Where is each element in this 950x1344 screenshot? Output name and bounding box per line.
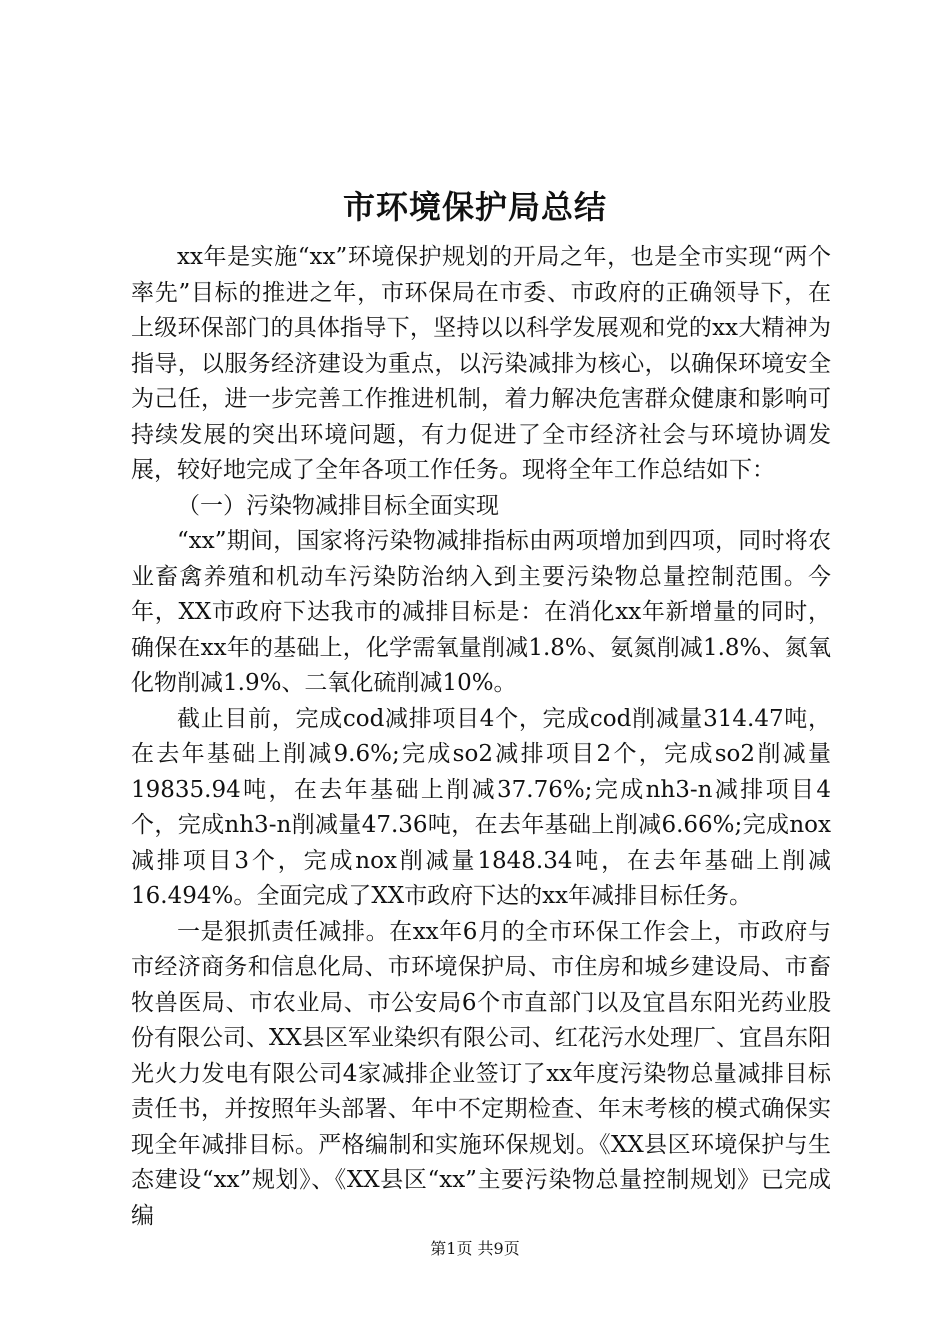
page-footer: 第1页 共9页 bbox=[430, 1239, 520, 1258]
paragraph-targets: “xx”期间，国家将污染物减排指标由两项增加到四项，同时将农业畜禽养殖和机动车污染防治纳入到主要污染物总量控制范围。今年，XX市政府下达我市的减排目标是：在消化xx年新增量的同时，确保在xx年的基础上，化学需氧量削减1.8%、氨氮削减1.8%、氮氧化物削减1.9%、二氧化硫削减10%。 bbox=[131, 528, 831, 696]
intro-paragraph: xx年是实施“xx”环境保护规划的开局之年，也是全市实现“两个率先”目标的推进之年，市环保局在市委、市政府的正确领导下，在上级环保部门的具体指导下，坚持以以科学发展观和党的xx大精神为指导，以服务经济建设为重点，以污染减排为核心，以确保环境安全为己任，进一步完善工作推进机制，着力解决危害群众健康和影响可持续发展的突出环境问题，有力促进了全市经济社会与环境协调发展，较好地完成了全年各项工作任务。现将全年工作总结如下： bbox=[131, 244, 831, 483]
document-body bbox=[131, 240, 831, 1234]
paragraph-results: 截止目前，完成cod减排项目4个，完成cod削减量314.47吨，在去年基础上削减9.6%;完成so2减排项目2个，完成so2削减量19835.94吨，在去年基础上削减37.76%;完成nh3-n减排项目4个，完成nh3-n削减量47.36吨，在去年基础上削减6.66%;完成nox减排项目3个，完成nox削减量1848.34吨，在去年基础上削减16.494%。全面完成了XX市政府下达的xx年减排目标任务。 bbox=[131, 705, 831, 909]
paragraph-responsibility: 一是狠抓责任减排。在xx年6月的全市环保工作会上，市政府与市经济商务和信息化局、市环境保护局、市住房和城乡建设局、市畜牧兽医局、市农业局、市公安局6个市直部门以及宜昌东阳光药业股份有限公司、XX县区军业染织有限公司、红花污水处理厂、宜昌东阳光火力发电有限公司4家减排企业签订了xx年度污染物总量减排目标责任书，并按照年头部署、年中不定期检查、年末考核的模式确保实现全年减排目标。严格编制和实施环保规划。《XX县区环境保护与生态建设“xx”规划》、《XX县区“xx”主要污染物总量控制规划》已完成编 bbox=[131, 918, 831, 1229]
section-heading: （一）污染物减排目标全面实现 bbox=[177, 492, 499, 519]
document-title: 市环境保护局总结 bbox=[342, 188, 607, 226]
